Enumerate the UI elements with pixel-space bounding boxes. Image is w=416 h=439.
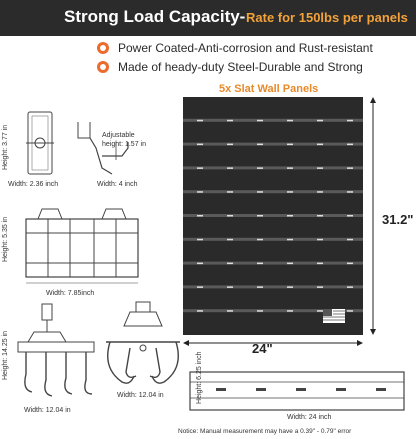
slat-hole (287, 167, 293, 169)
slat-hole (317, 120, 323, 122)
measurement-notice: Notice: Manual measurement may have a 0.39" - 0.79" error (178, 428, 352, 435)
shelf-height-label: Height: 6.25 inch (196, 351, 203, 404)
hanger-a-width-label: Width: 12.04 in (24, 407, 71, 414)
hanger-b-width-label: Width: 12.04 in (117, 392, 164, 399)
slat-hole (227, 144, 233, 146)
slat-groove (183, 119, 363, 122)
slat-hole (287, 191, 293, 193)
hanger-a-drawing (12, 300, 98, 404)
slat-hole (227, 167, 233, 169)
flag-icon (323, 309, 345, 323)
hanger-b-drawing (100, 298, 186, 398)
hanger-a-height-label: Height: 14.25 in (2, 330, 9, 380)
hook-height-label: Height: 3.77 in (2, 124, 9, 170)
slat-hole (287, 310, 293, 312)
slat-hole (257, 167, 263, 169)
panel-width-arrow (183, 339, 363, 347)
slat-hole (227, 310, 233, 312)
slat-hole (197, 191, 203, 193)
bracket-drawing (72, 118, 138, 180)
slat-hole (227, 263, 233, 265)
slat-hole (227, 191, 233, 193)
slat-hole (347, 167, 353, 169)
slat-hole (197, 310, 203, 312)
slat-hole (257, 144, 263, 146)
slat-hole (227, 286, 233, 288)
panel-height-label: 31.2" (382, 212, 414, 227)
slat-hole (287, 120, 293, 122)
slat-hole (347, 215, 353, 217)
slat-hole (347, 191, 353, 193)
bracket-height-label: height: 1.57 in (102, 141, 146, 148)
banner-subtitle: Rate for 150lbs per panels (246, 10, 408, 25)
basket-height-label: Height: 5.35 in (2, 216, 9, 262)
slat-hole (347, 310, 353, 312)
slat-groove (183, 166, 363, 169)
slat-hole (317, 215, 323, 217)
slat-hole (317, 263, 323, 265)
slat-hole (317, 191, 323, 193)
slat-groove (183, 262, 363, 265)
slat-hole (197, 286, 203, 288)
slat-hole (257, 120, 263, 122)
slat-hole (227, 120, 233, 122)
bracket-width-label: Width: 4 inch (97, 181, 138, 188)
feature-2: Made of heady-duty Steel-Durable and Strong (118, 60, 363, 74)
slat-hole (347, 120, 353, 122)
slat-hole (347, 263, 353, 265)
panels-title: 5x Slat Wall Panels (219, 83, 319, 95)
slat-hole (317, 144, 323, 146)
slat-hole (227, 215, 233, 217)
slat-groove (183, 238, 363, 241)
feature-1: Power Coated-Anti-corrosion and Rust-resistant (118, 41, 373, 55)
slat-hole (197, 263, 203, 265)
slat-groove (183, 214, 363, 217)
slat-hole (317, 239, 323, 241)
slat-groove (183, 143, 363, 146)
panel-height-arrow (368, 97, 378, 335)
shelf-drawing (186, 368, 408, 414)
slat-hole (317, 286, 323, 288)
slat-hole (257, 286, 263, 288)
shelf-width-label: Width: 24 inch (287, 414, 332, 421)
basket-drawing (18, 205, 146, 285)
slat-hole (227, 239, 233, 241)
slat-groove (183, 190, 363, 193)
slat-hole (197, 120, 203, 122)
hook-drawing (22, 108, 58, 178)
slat-hole (257, 215, 263, 217)
bullet-icon (97, 61, 109, 73)
slat-hole (347, 144, 353, 146)
slat-hole (317, 310, 323, 312)
slat-hole (197, 144, 203, 146)
bracket-adjustable-label: Adjustable (102, 132, 135, 139)
slat-hole (287, 215, 293, 217)
banner-title: Strong Load Capacity- (64, 7, 246, 26)
slat-hole (257, 239, 263, 241)
slat-hole (197, 167, 203, 169)
hook-width-label: Width: 2.36 inch (8, 181, 59, 188)
basket-width-label: Width: 7.85inch (46, 290, 95, 297)
slat-wall-panel (183, 97, 363, 335)
slat-hole (347, 239, 353, 241)
slat-hole (257, 263, 263, 265)
slat-hole (287, 286, 293, 288)
bullet-icon (97, 42, 109, 54)
slat-hole (287, 239, 293, 241)
slat-hole (347, 286, 353, 288)
slat-hole (317, 167, 323, 169)
slat-hole (197, 215, 203, 217)
slat-hole (197, 239, 203, 241)
slat-hole (287, 144, 293, 146)
slat-hole (257, 310, 263, 312)
slat-hole (287, 263, 293, 265)
panel-width-label: 24" (252, 341, 273, 356)
slat-groove (183, 285, 363, 288)
slat-hole (257, 191, 263, 193)
